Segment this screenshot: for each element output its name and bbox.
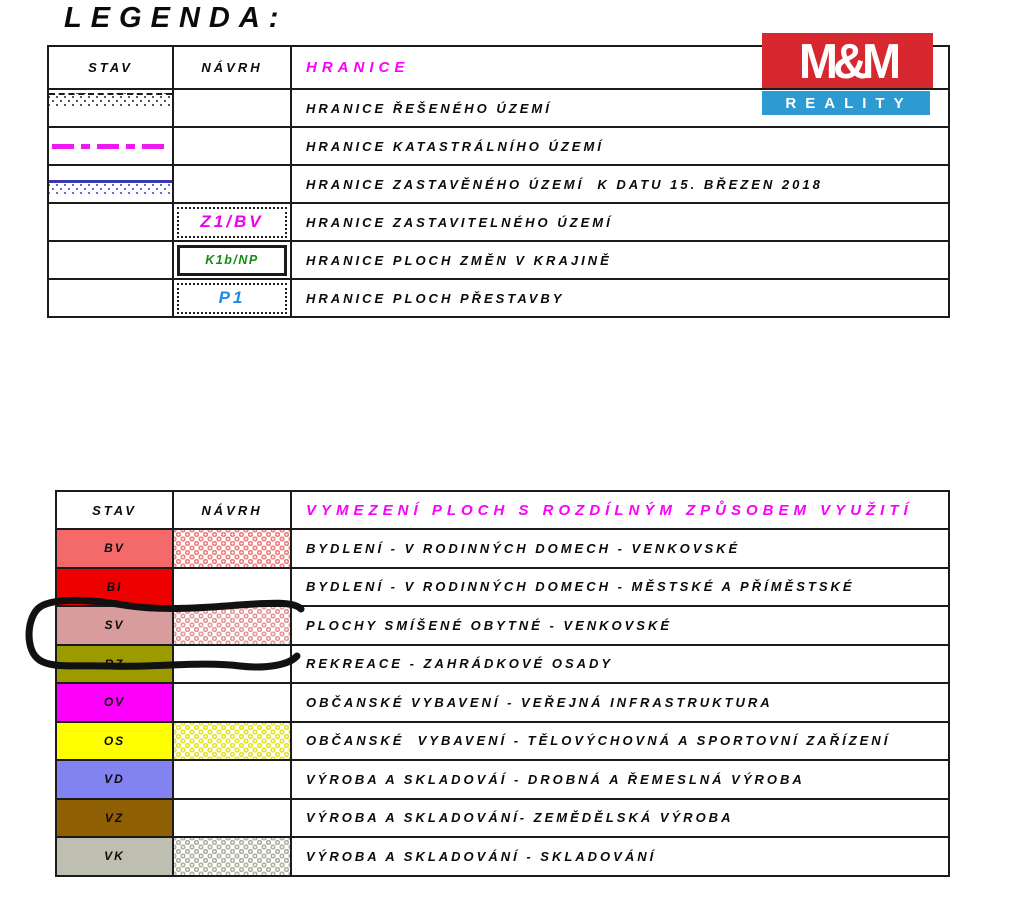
zone-code-box: Z1/BV xyxy=(177,207,287,238)
navrh-cell xyxy=(174,204,292,240)
navrh-cell xyxy=(174,90,292,126)
land-use-code: OS xyxy=(103,733,126,748)
navrh-pattern-swatch xyxy=(174,723,292,760)
stav-color-swatch xyxy=(57,684,174,721)
stav-color-swatch xyxy=(57,761,174,798)
land-use-code: BI xyxy=(106,579,123,594)
land-use-legend-table xyxy=(55,490,950,877)
land-use-code: OV xyxy=(103,695,126,710)
land-use-row xyxy=(57,528,948,567)
stav-cell xyxy=(49,280,174,316)
land-use-label: PLOCHY SMÍŠENÉ OBYTNÉ - VENKOVSKÉ xyxy=(306,617,673,633)
land-use-row xyxy=(57,836,948,875)
land-use-code: VD xyxy=(104,772,125,787)
boundary-label: HRANICE ŘEŠENÉHO ÚZEMÍ xyxy=(306,100,552,116)
land-use-row xyxy=(57,644,948,683)
land-use-label: OBČANSKÉ VYBAVENÍ - TĚLOVÝCHOVNÁ A SPORTOVNÍ ZAŘÍZENÍ xyxy=(306,733,891,749)
boundary-label: HRANICE ZASTAVITELNÉHO ÚZEMÍ xyxy=(306,214,613,230)
stav-color-swatch xyxy=(57,800,174,837)
magenta-dash-dot-line-swatch xyxy=(52,144,169,149)
stav-cell xyxy=(49,242,174,278)
navrh-cell xyxy=(174,166,292,202)
table-row xyxy=(49,164,948,202)
header-section: HRANICE xyxy=(306,59,410,76)
navrh-pattern-swatch xyxy=(174,800,292,837)
table-row xyxy=(49,240,948,278)
blue-line-stipple-band-swatch xyxy=(49,180,172,194)
stav-swatch-cell xyxy=(49,166,174,202)
boundary-label: HRANICE KATASTRÁLNÍHO ÚZEMÍ xyxy=(306,138,604,154)
navrh-pattern-swatch xyxy=(174,607,292,644)
stav-swatch-cell xyxy=(49,90,174,126)
land-use-code: BV xyxy=(104,541,125,556)
navrh-pattern-swatch xyxy=(174,569,292,606)
land-use-label: VÝROBA A SKLADOVÁÍ - DROBNÁ A ŘEMESLNÁ VÝROBA xyxy=(306,771,805,787)
table-row xyxy=(49,202,948,240)
land-use-label: BYDLENÍ - V RODINNÝCH DOMECH - MĚSTSKÉ A PŘÍMĚSTSKÉ xyxy=(306,579,855,595)
stav-swatch-cell xyxy=(49,128,174,164)
navrh-cell xyxy=(174,242,292,278)
land-use-row xyxy=(57,759,948,798)
navrh-pattern-swatch xyxy=(174,761,292,798)
land-use-row xyxy=(57,605,948,644)
logo-mm-mark: M&M xyxy=(762,33,933,88)
stav-color-swatch xyxy=(57,838,174,875)
zone-code-box: P1 xyxy=(177,283,287,314)
stav-color-swatch xyxy=(57,723,174,760)
navrh-pattern-swatch xyxy=(174,838,292,875)
header-navrh: NÁVRH xyxy=(174,492,292,528)
boundary-label: HRANICE ZASTAVĚNÉHO ÚZEMÍ K DATU 15. BŘEZEN 2018 xyxy=(306,176,823,192)
header-section: VYMEZENÍ PLOCH S ROZDÍLNÝM ZPŮSOBEM VYUŽITÍ xyxy=(306,501,913,519)
table-row xyxy=(49,126,948,164)
navrh-pattern-swatch xyxy=(174,684,292,721)
zone-code-box: K1b/NP xyxy=(177,245,287,276)
header-stav: STAV xyxy=(57,492,174,528)
land-use-code: RZ xyxy=(104,656,125,671)
logo-reality-bar: REALITY xyxy=(762,91,930,115)
stav-color-swatch xyxy=(57,530,174,567)
navrh-cell xyxy=(174,128,292,164)
land-use-row xyxy=(57,567,948,606)
header-navrh: NÁVRH xyxy=(174,47,292,88)
stav-cell xyxy=(49,204,174,240)
land-use-label: BYDLENÍ - V RODINNÝCH DOMECH - VENKOVSKÉ xyxy=(306,540,741,556)
table-header-row xyxy=(57,492,948,528)
land-use-label: REKREACE - ZAHRÁDKOVÉ OSADY xyxy=(306,656,614,672)
land-use-row xyxy=(57,682,948,721)
land-use-code: VK xyxy=(104,849,125,864)
land-use-label: OBČANSKÉ VYBAVENÍ - VEŘEJNÁ INFRASTRUKTURA xyxy=(306,694,773,710)
stav-color-swatch xyxy=(57,569,174,606)
stav-color-swatch xyxy=(57,607,174,644)
mm-reality-logo xyxy=(762,33,933,115)
land-use-row xyxy=(57,721,948,760)
header-stav: STAV xyxy=(49,47,174,88)
boundary-label: HRANICE PLOCH ZMĚN V KRAJINĚ xyxy=(306,252,612,268)
navrh-cell xyxy=(174,280,292,316)
table-row xyxy=(49,278,948,316)
boundary-label: HRANICE PLOCH PŘESTAVBY xyxy=(306,290,565,306)
land-use-label: VÝROBA A SKLADOVÁNÍ- ZEMĚDĚLSKÁ VÝROBA xyxy=(306,810,734,826)
navrh-pattern-swatch xyxy=(174,646,292,683)
black-stipple-band-swatch xyxy=(49,93,172,107)
land-use-row xyxy=(57,798,948,837)
navrh-pattern-swatch xyxy=(174,530,292,567)
stav-color-swatch xyxy=(57,646,174,683)
land-use-label: VÝROBA A SKLADOVÁNÍ - SKLADOVÁNÍ xyxy=(306,848,657,864)
land-use-code: VZ xyxy=(104,810,125,825)
page-title: LEGENDA: xyxy=(64,2,288,34)
land-use-code: SV xyxy=(104,618,125,633)
